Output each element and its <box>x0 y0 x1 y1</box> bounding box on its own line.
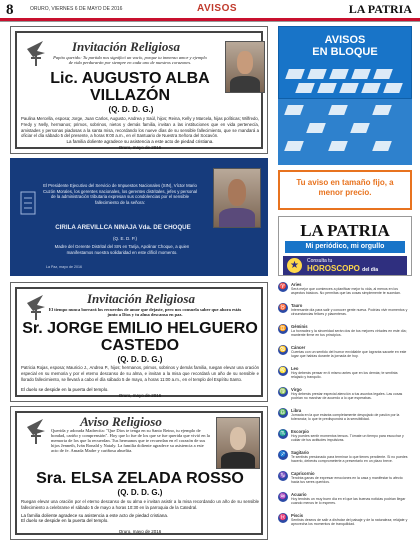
horoscope-banner <box>283 256 407 275</box>
sign-text: Interesante día para salir y conocer gente nueva. Podrías vivir momentos y circunstancias felices y placenteras. <box>291 308 408 317</box>
sign-name: Géminis <box>291 324 308 329</box>
deceased-name <box>21 321 259 355</box>
notice-thanks: La familia doliente agradece su asistencia a este acto de piedad cristiana. El duelo se despide en la puerta del templo. <box>21 513 169 523</box>
zodiac-icon: ♐ <box>279 452 287 458</box>
notice-place: La Paz, mayo de 2016 <box>46 265 82 269</box>
zodiac-icon: ♋ <box>279 347 287 353</box>
notice-zelada <box>10 406 268 540</box>
horoscope-item <box>278 282 412 303</box>
slogan: Mi periódico, mi orgullo <box>285 241 405 253</box>
sign-name: Leo <box>291 366 299 371</box>
notice-title: Aviso Religioso <box>80 414 162 429</box>
horoscope-item <box>278 387 412 408</box>
horoscope-item <box>278 492 412 513</box>
horoscope-item <box>278 366 412 387</box>
sign-text: Hoy deberás pensar en ti mismo antes que en los demás; te sentirás relajado y tranquilo. <box>291 371 398 380</box>
horoscope-title: HOROSCOPO del día <box>307 264 378 273</box>
notice-alba <box>10 26 268 154</box>
horoscope-item <box>278 303 412 324</box>
notice-cirila <box>10 158 268 276</box>
la-patria-logo: LA PATRIA <box>300 221 390 240</box>
deceased-name-line2: VILLAZÓN <box>90 86 170 104</box>
deceased-name-line2: CASTEDO <box>100 336 180 354</box>
notice-title: Invitación Religiosa <box>72 39 180 54</box>
sign-text: Hoy puedes sentir momentos tensos. Tómate un tiempo para escuchar y cuidar de tus actitudes impulsivas. <box>291 434 404 443</box>
condolence-text: El Presidente Ejecutivo del Servicio de Impuestos Nacionales (SIN), Víctor Mario Cuzón Morales, los gerentes nacionales, los gerentes distritales, jefes y personal de la administración tributaria expresan sus condolencias por el sensible fallecimiento de la señora: <box>42 183 198 205</box>
tile-pattern <box>279 67 411 97</box>
deceased-name: CIRILA AREVILLCA NINAJA Vda. DE CHOQUE <box>55 224 191 231</box>
ad-title <box>279 35 411 58</box>
notice-place: Oruro, mayo de 2016 <box>118 393 162 398</box>
promo-text: Tu aviso en tamaño fijo, a menor precio. <box>296 178 394 197</box>
tiles-continued <box>278 99 412 165</box>
horoscope-item <box>278 324 412 345</box>
page-header <box>0 0 420 22</box>
avisos-en-bloque-ad <box>278 26 412 99</box>
sign-text: Tendrás ganas de expresar emociones en la casa y manifestar tu afecto hacia tus seres queridos. <box>291 476 403 485</box>
sign-text: Será mejor que comiences a planificar mejor tu vida, al menos en los aspectos básicos. No permitas que las cosas simplemente te sucedan. <box>291 287 401 296</box>
header-rule <box>0 18 420 21</box>
zodiac-icon: ♓ <box>279 515 287 521</box>
sign-text: Jornada en la que estarás completamente despojado de pasión por la tolerancia; lo que te predispondrá a la sensibilidad. <box>291 413 400 422</box>
horoscope-item <box>278 345 412 366</box>
horoscope-item <box>278 450 412 471</box>
masthead: LA PATRIA <box>348 2 412 16</box>
deceased-name-line1: Sr. JORGE EMILIO HELGUERO <box>22 320 258 337</box>
zodiac-icon: ♉ <box>279 305 287 311</box>
zodiac-icon: ♏ <box>279 431 287 437</box>
notice-title: Invitación Religiosa <box>87 291 195 306</box>
sign-text: Sentirás deseos de salir a disfrutar del paisaje y de la naturaleza; relájate y aprovecha los momentos de tranquilidad. <box>291 518 408 527</box>
notice-body: Patricia Rojas, esposa; Mauricio J., Andrea P., hijos; hermanos, primos, sobrinos y demás familia, ruegan elevar una oración especial en su memoria y por el eterno descanso de su alma, e invitan a la misa que recordará un año de su sensible e llorado fallecimiento, se llevará a cabo el día sábado 5 de mayo, a horas 11:00 a.m., en el templo del Espíritu Santo. <box>21 365 259 382</box>
sign-name: Acuario <box>291 492 307 497</box>
sign-text: La honradez y la sinceridad serán dos de tus mejores virtudes en este día; mantente firme en tus principios. <box>291 329 407 338</box>
horoscope-item <box>278 513 412 534</box>
deceased-name: Sra. ELSA ZELADA ROSSO <box>36 470 244 487</box>
dateline: ORURO, VIERNES 6 DE MAYO DE 2016 <box>30 6 123 12</box>
notice-place: Oruro, mayo de 2016 <box>118 145 162 150</box>
relation-text: Madre del Gerente Distrital del SIN en Tarija, Apolinar Choque, a quien manifestamos nuestra solidaridad en este difícil momento. <box>54 244 190 255</box>
notice-helguero <box>10 282 268 402</box>
la-patria-ad <box>278 216 412 276</box>
zodiac-icon: ♎ <box>279 410 287 416</box>
zodiac-icon: ♈ <box>279 284 287 290</box>
dove-icon <box>23 415 49 445</box>
horoscope-list <box>278 282 412 540</box>
sign-name: Aries <box>291 282 302 287</box>
ad-title-line1: AVISOS <box>324 34 366 46</box>
horoscope-item <box>278 429 412 450</box>
sign-name: Piscis <box>291 513 304 518</box>
notice-thanks: La familia doliente agradece su asistencia a este acto de piedad cristiana. <box>66 139 214 144</box>
horoscope-item <box>278 408 412 429</box>
ad-title-line2: EN BLOQUE <box>312 45 378 58</box>
portrait-photo <box>213 168 261 228</box>
notice-body: Ruegan elevar una oración por el eterno descanso de su alma e invitan asistir a la misa recordando un año de su sensible fallecimiento a celebrarse el sábado 5 de mayo a horas 10:30 en la parroquia de la Catedral. <box>21 499 259 510</box>
zodiac-icon: ♊ <box>279 326 287 332</box>
sign-name: Capricornio <box>291 471 315 476</box>
notice-intro: El tiempo nunca borrará los recuerdos de amor que dejaste, pero nos consuela saber que ahora estás junto a Dios y tu alma descansa en paz. <box>48 307 242 317</box>
notice-thanks: El duelo se despide en la puerta del templo. <box>21 387 109 392</box>
sign-name: Tauro <box>291 303 303 308</box>
deceased-name-line1: Lic. AUGUSTO ALBA <box>50 70 210 87</box>
sign-name: Sagitario <box>291 450 309 455</box>
sign-text: Hoy deberás prestar especial atención a tus asuntos legales. Las cosas podrían no marchar de acuerdo a lo que esperabas. <box>291 392 403 401</box>
sign-text: Cuentas con un sentido del humor envidiable que lograrás sacarte en este lugar que habías durante la jornada de hoy. <box>291 350 407 359</box>
fixed-size-ad <box>278 170 412 210</box>
star-icon: ★ <box>287 258 302 273</box>
zodiac-icon: ♒ <box>279 494 287 500</box>
section-title: AVISOS <box>197 3 238 14</box>
portrait-photo <box>216 417 260 469</box>
notice-intro: Papito querido: Tu partida nos significó un vacío, porque tu inmenso amor y ejemplo de vida perdurarán por siempre en cada uno de nuestros corazones. <box>53 55 207 65</box>
zodiac-icon: ♌ <box>279 368 287 374</box>
qedp-label: (Q. E. D. P.) <box>113 236 137 241</box>
deceased-name <box>41 71 219 105</box>
notice-body: Paulina Mercella, esposa; Jorge, Juan Carlos, Augusto, Andrea y Saúl, hijos; Reina, Kelly y Marcela, hijas políticas; Wilfredo, Fredy y Nelly, hermanos; primos, sobrinos, nietos y demás familia, invitan a las instituciones que en vida pertenecía, amistades y personas piadosas a la santa misa, recordando los nueve días de su sensible fallecimiento, que se mandará a oficiar el día sábado 5 del presente, a horas 9:00 a.m., en el Santuario de Nuestra Señora del Socavón. <box>21 116 259 139</box>
sign-text: Hoy tendrás un muy buen día en el que las buenas noticias podrían llegar cuando menos te lo esperes. <box>291 497 406 506</box>
horoscope-item <box>278 471 412 492</box>
horoscope-consult: Consulta tu <box>307 258 333 264</box>
notice-place: Oruro, mayo de 2016 <box>118 529 162 534</box>
sign-name: Libra <box>291 408 302 413</box>
sign-name: Escorpio <box>291 429 309 434</box>
odg-label: (Q. D. D. G.) <box>117 488 163 497</box>
dove-icon <box>23 37 49 67</box>
portrait-photo <box>225 41 265 93</box>
sin-logo-icon <box>18 188 38 218</box>
odg-label: (Q. D. D. G.) <box>117 355 163 364</box>
notice-quote: Querida y adorada Madrecita: "Que Dios te tenga en su Santo Reino, tu ejemplo de bondad, cariño y comprensión". Hoy que lo fue de los que se fue querida que vivió en la memoria de los que la recuerdan. Tus hermanos que te recuerdan en el corazón de sus hijos Jenneth, Iván Ronald y Nataly. La familia doliente agradece su asistencia a este acto de fe. Amada Madre y cariñosa abuelita. <box>51 428 210 453</box>
odg-label: (Q. D. D. G.) <box>108 105 154 114</box>
sign-text: Te sentirás presionado para terminar lo que tienes pendiente. Si no puedes hacerlo, deberás comprometerte a presentarlo en un plazo breve. <box>291 455 408 464</box>
zodiac-icon: ♍ <box>279 389 287 395</box>
sign-name: Cáncer <box>291 345 306 350</box>
sign-name: Virgo <box>291 387 302 392</box>
zodiac-icon: ♑ <box>279 473 287 479</box>
page-number: 8 <box>6 2 14 18</box>
